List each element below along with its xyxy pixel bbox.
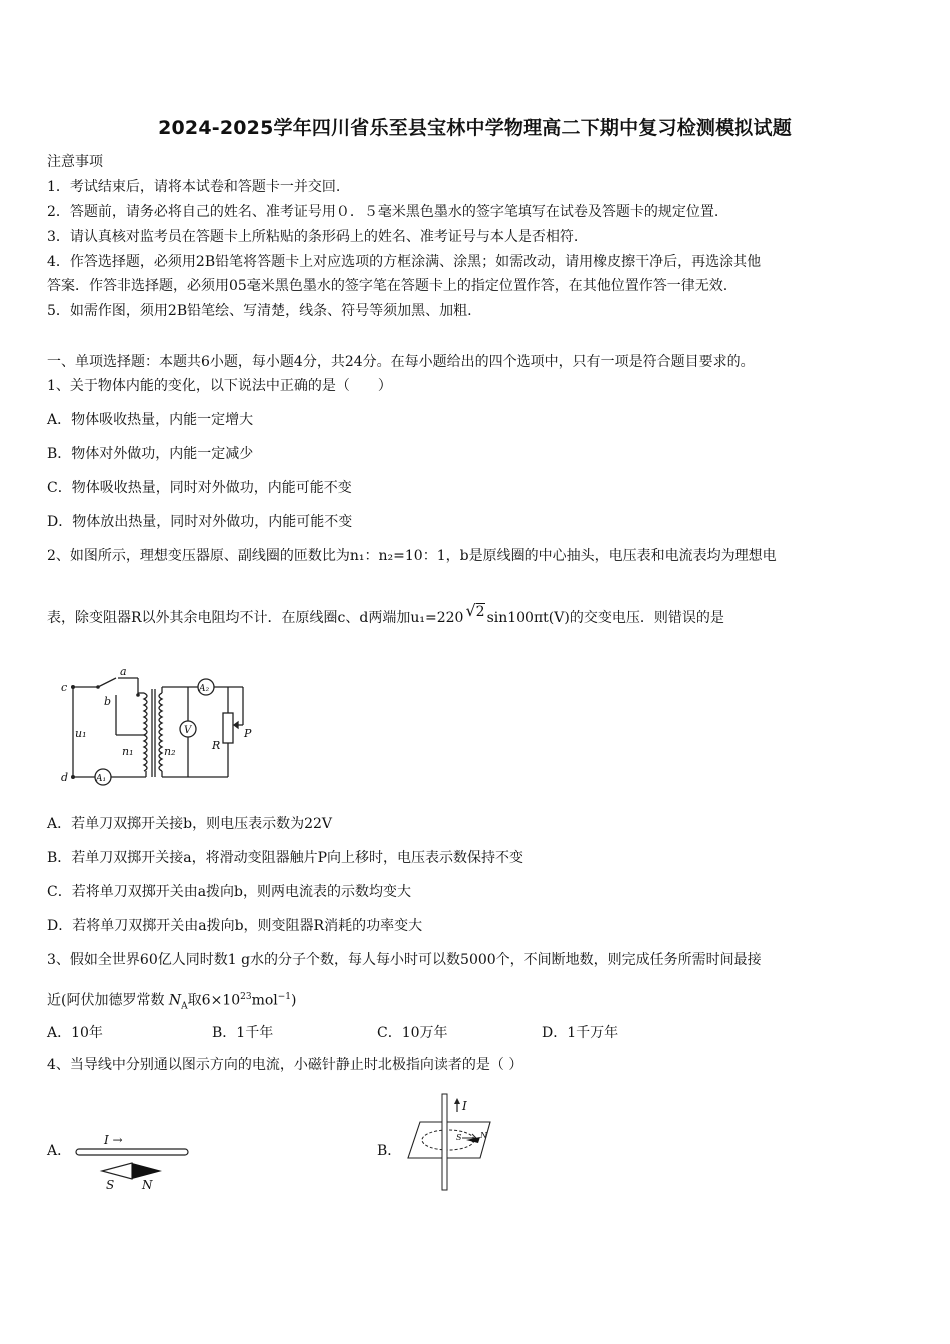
fig-label-u1: u₁: [75, 727, 87, 740]
q3-text-part: 近(阿伏加德罗常数: [47, 992, 165, 1009]
question-2-stem-part2: sin100πt(V)的交变电压．则错误的是: [486, 610, 724, 626]
fig-label-a2: A₂: [199, 684, 210, 694]
q3-unit: mol: [251, 992, 278, 1009]
notice-item: 3．请认真核对监考员在答题卡上所粘贴的条形码上的姓名、准考证号与本人是否相符.: [47, 229, 579, 245]
q3-text-part: ): [291, 992, 297, 1009]
section-heading: 一、单项选择题：本题共6小题，每小题4分，共24分。在每小题给出的四个选项中，只有一项是符合题目要求的。: [47, 354, 755, 370]
avogadro-subscript: A: [181, 1001, 188, 1012]
notice-item: 4．作答选择题，必须用2B铅笔将答题卡上对应选项的方框涂满、涂黑；如需改动，请用橡皮擦干净后，再选涂其他: [47, 254, 762, 270]
q3-exponent: 23: [240, 992, 252, 1002]
question-1-option-c: C．物体吸收热量，同时对外做功，内能可能不变: [47, 480, 352, 496]
fig-label-p: P: [244, 727, 252, 740]
fig-label-n2: n₂: [164, 745, 176, 758]
fig-label-a: a: [120, 665, 127, 678]
question-1-option-d: D．物体放出热量，同时对外做功，内能可能不变: [47, 514, 353, 530]
question-4-option-a-label: A．: [47, 1143, 72, 1159]
question-1-option-a: A．物体吸收热量，内能一定增大: [47, 412, 254, 428]
avogadro-symbol: N: [168, 992, 182, 1009]
q3-text-part: 取6×10: [187, 992, 241, 1009]
fig-label-b: b: [104, 695, 112, 708]
question-3-stem-line2: [47, 988, 297, 1015]
question-4-option-b-label: B．: [377, 1143, 402, 1159]
question-1-stem: 1、关于物体内能的变化，以下说法中正确的是（ ）: [47, 378, 392, 394]
fig-label-a1: A₁: [96, 774, 107, 784]
question-3-option-c: C．10万年: [377, 1025, 448, 1041]
fig-label-r: R: [212, 739, 221, 752]
notice-item: 1．考试结束后，请将本试卷和答题卡一并交回.: [47, 179, 341, 195]
transformer-circuit-figure: [58, 665, 258, 790]
fig-a-south: S: [106, 1178, 115, 1192]
question-2-option-d: D．若将单刀双掷开关由a拨向b，则变阻器R消耗的功率变大: [47, 918, 423, 934]
fig-label-v: V: [184, 725, 192, 736]
question-3-stem-line1: 3、假如全世界60亿人同时数1 g水的分子个数，每人每小时可以数5000个，不间断地数，则完成任务所需时间最接: [47, 952, 762, 968]
notice-item: 2．答题前，请务必将自己的姓名、准考证号用０．５毫米黑色墨水的签字笔填写在试卷及答题卡的规定位置.: [47, 204, 719, 220]
fig-label-d: d: [61, 771, 69, 784]
fig-label-c: c: [61, 681, 68, 694]
fig-a-north: N: [142, 1178, 153, 1192]
fig-label-n1: n₁: [122, 745, 134, 758]
question-3-option-b: B．1千年: [212, 1025, 274, 1041]
question-3-option-a: A．10年: [47, 1025, 103, 1041]
fig-a-current: I →: [104, 1133, 123, 1147]
figure-wire-compass-b: [402, 1088, 497, 1193]
q3-unit-exponent: −1: [277, 992, 292, 1002]
notice-heading: 注意事项: [47, 154, 103, 170]
fig-b-current: I: [462, 1099, 467, 1113]
figure-wire-compass-a: [72, 1130, 197, 1192]
fig-b-north: N: [480, 1131, 487, 1140]
fig-b-south: S: [456, 1133, 462, 1142]
question-2-stem-line2: [47, 601, 724, 627]
sqrt-radicand: 2: [475, 604, 485, 620]
question-2-option-c: C．若将单刀双掷开关由a拨向b，则两电流表的示数均变大: [47, 884, 412, 900]
question-2-stem-part1: 表，除变阻器R以外其余电阻均不计．在原线圈c、d两端加u₁=220: [47, 610, 464, 626]
question-4-stem: 4、当导线中分别通以图示方向的电流，小磁针静止时北极指向读者的是（ ）: [47, 1057, 523, 1073]
question-2-option-b: B．若单刀双掷开关接a，将滑动变阻器触片P向上移时，电压表示数保持不变: [47, 850, 524, 866]
exam-title: 2024-2025学年四川省乐至县宝林中学物理高二下期中复习检测模拟试题: [158, 117, 792, 139]
question-2-option-a: A．若单刀双掷开关接b，则电压表示数为22V: [47, 816, 332, 832]
notice-item: 答案．作答非选择题，必须用05毫米黑色墨水的签字笔在答题卡上的指定位置作答，在其他位置作答一律无效.: [47, 278, 728, 294]
notice-item: 5．如需作图，须用2B铅笔绘、写清楚，线条、符号等须加黑、加粗.: [47, 303, 472, 319]
sqrt-two: √2: [465, 601, 485, 620]
question-2-stem-line1: 2、如图所示，理想变压器原、副线圈的匝数比为n₁：n₂=10：1，b是原线圈的中心抽头，电压表和电流表均为理想电: [47, 548, 777, 564]
question-1-option-b: B．物体对外做功，内能一定减少: [47, 446, 254, 462]
question-3-option-d: D．1千万年: [542, 1025, 619, 1041]
